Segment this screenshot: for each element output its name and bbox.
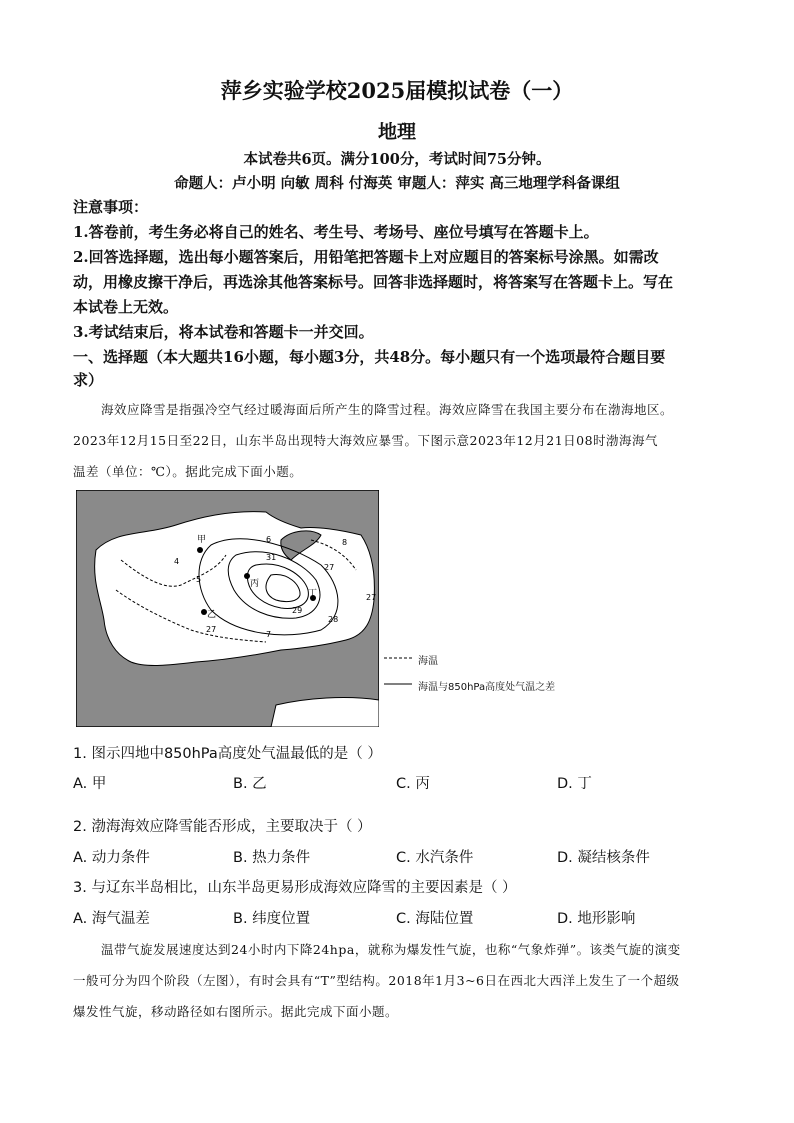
point-jia — [197, 547, 203, 553]
q2-option-a: A. 动力条件 — [73, 850, 150, 866]
section-heading-cont: 求） — [73, 371, 104, 389]
note-3: 3.考试结束后，将本试卷和答题卡一并交回。 — [73, 323, 374, 341]
bohai-map — [76, 490, 379, 727]
label-yi: 乙 — [207, 610, 217, 620]
question-3-stem: 3. 与辽东半岛相比，山东半岛更易形成海效应降雪的主要因素是（ ） — [73, 880, 517, 896]
label-ding: 丁 — [308, 589, 318, 599]
q2-option-b: B. 热力条件 — [233, 850, 311, 866]
section-heading: 一、选择题（本大题共16小题，每小题3分，共48分。每小题只有一个选项最符合题目要 — [73, 348, 666, 366]
label-bing: 丙 — [250, 579, 260, 589]
contour-label: 27 — [324, 563, 335, 572]
contour-label: 6 — [266, 535, 272, 544]
contour-label: 28 — [328, 615, 339, 624]
passage2-line-3: 爆发性气旋，移动路径如右图所示。据此完成下面小题。 — [73, 1004, 399, 1019]
exam-title: 萍乡实验学校2025届模拟试卷（一） — [220, 78, 574, 103]
q2-option-c: C. 水汽条件 — [396, 850, 474, 866]
q3-option-b: B. 纬度位置 — [233, 911, 311, 927]
note-1: 1.答卷前，考生务必将自己的姓名、考生号、考场号、座位号填写在答题卡上。 — [73, 223, 599, 241]
question-1-stem: 1. 图示四地中850hPa高度处气温最低的是（ ） — [73, 746, 382, 762]
contour-label: 8 — [342, 538, 348, 547]
legend-sea-temp: 海温 — [418, 656, 438, 667]
q1-option-c: C. 丙 — [396, 776, 430, 792]
legend-temp-diff: 海温与850hPa高度处气温之差 — [418, 682, 556, 693]
contour-label: 29 — [292, 606, 303, 615]
passage1-line-2: 2023年12月15日至22日，山东半岛出现特大海效应暴雪。下图示意2023年12月21日08时渤海海气 — [73, 433, 659, 448]
label-jia: 甲 — [197, 535, 207, 545]
question-2-stem: 2. 渤海海效应降雪能否形成，主要取决于（ ） — [73, 819, 372, 835]
contour-label: 5 — [196, 575, 202, 584]
notes-heading: 注意事项： — [73, 198, 149, 216]
q1-option-b: B. 乙 — [233, 776, 267, 792]
q1-option-d: D. 丁 — [557, 776, 592, 792]
passage1-line-1: 海效应降雪是指强冷空气经过暖海面后所产生的降雪过程。海效应降雪在我国主要分布在渤海地区。 — [101, 402, 674, 417]
passage2-line-1: 温带气旋发展速度达到24小时内下降24hpa，就称为爆发性气旋，也称“气象炸弹”。该类气旋的演变 — [101, 942, 681, 957]
passage1-line-3: 温差（单位：℃）。据此完成下面小题。 — [73, 464, 303, 479]
q3-option-a: A. 海气温差 — [73, 911, 150, 927]
contour-label: 4 — [174, 557, 180, 566]
passage2-line-2: 一般可分为四个阶段（左图），有时会具有“T”型结构。2018年1月3~6日在西北大西洋上发生了一个超级 — [73, 973, 680, 988]
note-2-line-1: 2.回答选择题，选出每小题答案后，用铅笔把答题卡上对应题目的答案标号涂黑。如需改 — [73, 248, 659, 266]
q3-option-c: C. 海陆位置 — [396, 911, 474, 927]
contour-label: 31 — [266, 553, 277, 562]
q2-option-d: D. 凝结核条件 — [557, 850, 650, 866]
subject-title: 地理 — [377, 121, 416, 143]
q1-option-a: A. 甲 — [73, 776, 107, 792]
bohai-sea — [95, 512, 375, 666]
exam-info: 本试卷共6页。满分100分，考试时间75分钟。 — [243, 151, 551, 168]
contour-label: 27 — [206, 625, 217, 634]
exam-authors: 命题人：卢小明 向敏 周科 付海英 审题人：萍实 高三地理学科备课组 — [174, 175, 620, 192]
q3-option-d: D. 地形影响 — [557, 911, 636, 927]
contour-label: 27 — [366, 593, 377, 602]
contour-label: 7 — [266, 630, 272, 639]
note-2-line-2: 动，用橡皮擦干净后，再选涂其他答案标号。回答非选择题时，将答案写在答题卡上。写在 — [73, 273, 674, 291]
note-2-line-3: 本试卷上无效。 — [73, 298, 179, 316]
